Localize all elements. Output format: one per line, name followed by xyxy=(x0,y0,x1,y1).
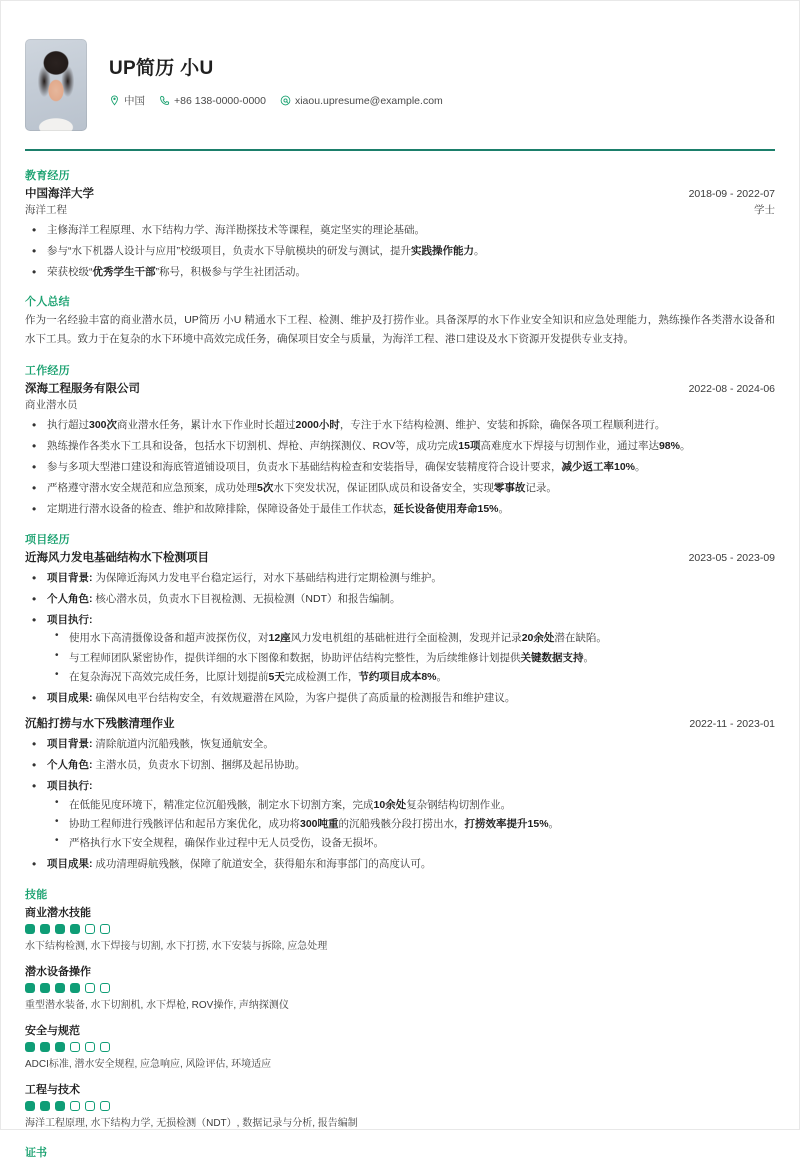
list-item xyxy=(25,222,775,239)
skill-dot-filled xyxy=(40,924,50,934)
body-text: 协助工程师进行残骸评估和起吊方案优化，成功将 xyxy=(69,818,300,831)
bullet-label: 个人角色: xyxy=(47,592,96,605)
skill-name: 潜水设备操作 xyxy=(25,965,91,978)
section-title-education: 教育经历 xyxy=(25,169,70,182)
body-text: 。 xyxy=(583,651,594,664)
skill-dot-empty xyxy=(85,1042,95,1052)
body-text: 确保风电平台结构安全，有效规避潜在风险，为客户提供了高质量的检测报告和维护建议。 xyxy=(95,691,516,704)
body-text: 严格执行水下安全规程，确保作业过程中无人员受伤，设备无损坏。 xyxy=(69,837,384,850)
project-title: 沉船打捞与水下残骸清理作业 xyxy=(25,718,175,731)
body-text: 主潜水员，负责水下切割、捆绑及起吊协助。 xyxy=(95,759,306,772)
work-role: 商业潜水员 xyxy=(25,398,78,411)
phone-icon xyxy=(159,95,170,106)
list-item xyxy=(25,736,775,753)
body-text: 在低能见度环境下，精准定位沉船残骸，制定水下切割方案，完成 xyxy=(69,798,374,811)
skill-dot-filled xyxy=(55,983,65,993)
list-item xyxy=(25,856,775,873)
body-text: 。 xyxy=(679,439,691,452)
body-text: 。 xyxy=(436,670,448,683)
body-text: 。 xyxy=(548,818,560,831)
bullet-label: 项目成果: xyxy=(47,691,96,704)
emphasis-text: 减少返工率10% xyxy=(561,460,636,473)
body-text: 为保障近海风力发电平台稳定运行，对水下基础结构进行定期检测与维护。 xyxy=(95,571,442,584)
page-title: UP简历 小U xyxy=(109,58,214,79)
list-item xyxy=(25,591,775,608)
section-projects xyxy=(25,531,775,873)
skill-dot-filled xyxy=(55,924,65,934)
emphasis-text: 关键数据支持 xyxy=(520,651,584,664)
list-item xyxy=(47,835,775,851)
section-title-work: 工作经历 xyxy=(25,364,70,377)
list-item xyxy=(25,612,775,685)
education-major: 海洋工程 xyxy=(25,203,67,216)
skill-items: 重型潜水装备, 水下切割机, 水下焊枪, ROV操作, 声纳探测仪 xyxy=(25,999,289,1011)
project-bullets xyxy=(25,736,775,873)
body-text: 复杂钢结构切割作业。 xyxy=(406,798,512,811)
body-text: ，专注于水下结构检测、维护、安装和拆除，确保各项工程顺利进行。 xyxy=(339,418,666,431)
body-text: 水下突发状况，保证团队成员和设备安全，实现 xyxy=(273,481,494,494)
education-school: 中国海洋大学 xyxy=(25,187,94,200)
contact-location-value: 中国 xyxy=(124,95,145,107)
project-date: 2023-05 - 2023-09 xyxy=(688,551,775,564)
avatar xyxy=(25,39,87,131)
contact-email-value: xiaou.upresume@example.com xyxy=(294,94,443,107)
project-entry xyxy=(25,549,775,707)
body-text: 成功清理碍航残骸，保障了航道安全，获得船东和海事部门的高度认可。 xyxy=(95,858,432,871)
body-text: 清除航道内沉船残骸，恢复通航安全。 xyxy=(95,738,274,751)
skill-dot-empty xyxy=(85,924,95,934)
body-text: 定期进行潜水设备的检查、维护和故障排除，保障设备处于最佳工作状态， xyxy=(47,502,394,515)
header-divider xyxy=(25,149,775,151)
education-date: 2018-09 - 2022-07 xyxy=(688,187,775,200)
education-degree: 学士 xyxy=(754,203,775,216)
emphasis-text: 2000小时 xyxy=(295,418,340,431)
skill-level-meter xyxy=(25,1042,775,1052)
section-title-certificates: 证书 xyxy=(25,1146,47,1159)
skill-dot-empty xyxy=(85,1101,95,1111)
skill-level-meter xyxy=(25,983,775,993)
list-item xyxy=(25,459,775,476)
project-bullets xyxy=(25,570,775,707)
work-company: 深海工程服务有限公司 xyxy=(25,382,140,395)
skill-dot-filled xyxy=(40,1101,50,1111)
project-sub-bullets xyxy=(47,797,775,852)
contact-phone xyxy=(159,95,266,107)
body-text: 潜在缺陷。 xyxy=(554,632,607,645)
emphasis-text: 实践操作能力 xyxy=(411,244,474,257)
emphasis-text: 5天 xyxy=(268,670,285,683)
bullet-label: 项目背景: xyxy=(47,738,96,751)
skill-dot-filled xyxy=(25,1101,35,1111)
section-education xyxy=(25,167,775,281)
skill-dot-filled xyxy=(55,1042,65,1052)
body-text: 参与多项大型港口建设和海底管道铺设项目，负责水下基础结构检查和安装指导，确保安装精度符合设计要求， xyxy=(47,460,562,473)
body-text: 记录。 xyxy=(525,481,557,494)
skill-dot-empty xyxy=(85,983,95,993)
education-bullets xyxy=(25,222,775,281)
bullet-label: 项目背景: xyxy=(47,571,96,584)
list-item xyxy=(25,243,775,260)
body-text: 严格遵守潜水安全规范和应急预案，成功处理 xyxy=(47,481,257,494)
body-text: 熟练操作各类水下工具和设备，包括水下切割机、焊枪、声纳探测仪、ROV等，成功完成 xyxy=(47,439,459,452)
bullet-label: 项目执行: xyxy=(47,613,93,626)
emphasis-text: 10余处 xyxy=(373,798,407,811)
contact-location xyxy=(109,93,145,108)
list-item xyxy=(47,816,775,832)
skill-entry xyxy=(25,1022,775,1072)
skill-name: 商业潜水技能 xyxy=(25,906,91,919)
work-date: 2022-08 - 2024-06 xyxy=(688,382,775,395)
body-text: 主修海洋工程原理、水下结构力学、海洋勘探技术等课程，奠定坚实的理论基础。 xyxy=(47,223,425,236)
skill-dot-filled xyxy=(25,983,35,993)
body-text: 核心潜水员，负责水下目视检测、无损检测（NDT）和报告编制。 xyxy=(95,592,401,605)
body-text: 。 xyxy=(474,244,485,257)
list-item xyxy=(25,417,775,434)
skill-entry xyxy=(25,904,775,954)
contact-email xyxy=(280,95,443,107)
skill-name: 工程与技术 xyxy=(25,1083,80,1096)
project-date: 2022-11 - 2023-01 xyxy=(689,718,775,731)
list-item xyxy=(25,570,775,587)
list-item xyxy=(25,438,775,455)
emphasis-text: 20余处 xyxy=(521,632,555,645)
skill-entry xyxy=(25,963,775,1013)
skill-items: 海洋工程原理, 水下结构力学, 无损检测（NDT）, 数据记录与分析, 报告编制 xyxy=(25,1117,358,1129)
skill-dot-filled xyxy=(40,983,50,993)
list-item xyxy=(47,630,775,646)
emphasis-text: 节约项目成本8% xyxy=(358,670,437,683)
skill-dot-empty xyxy=(70,1101,80,1111)
emphasis-text: 300次 xyxy=(89,418,118,431)
body-text: ”称号，积极参与学生社团活动。 xyxy=(155,265,306,278)
emphasis-text: 零事故 xyxy=(493,481,526,494)
list-item xyxy=(25,757,775,774)
skill-name: 安全与规范 xyxy=(25,1024,80,1037)
body-text: 与工程师团队紧密协作，提供详细的水下图像和数据，协助评估结构完整性，为后续维修计划提供 xyxy=(69,651,521,664)
resume-header xyxy=(25,39,775,149)
emphasis-text: 12座 xyxy=(268,632,291,645)
list-item xyxy=(47,797,775,813)
section-summary xyxy=(25,293,775,348)
bullet-label: 项目成果: xyxy=(47,858,96,871)
body-text: 使用水下高清摄像设备和超声波探伤仪，对 xyxy=(69,632,269,645)
skill-entry xyxy=(25,1081,775,1131)
emphasis-text: 15项 xyxy=(458,439,481,452)
contact-list xyxy=(109,93,452,108)
section-title-projects: 项目经历 xyxy=(25,533,70,546)
contact-phone-value: +86 138-0000-0000 xyxy=(174,94,266,107)
skill-dot-empty xyxy=(70,1042,80,1052)
emphasis-text: 300吨重 xyxy=(300,818,339,831)
body-text: 的沉船残骸分段打捞出水， xyxy=(338,818,465,831)
project-entry xyxy=(25,715,775,873)
skill-dot-filled xyxy=(40,1042,50,1052)
body-text: 商业潜水任务，累计水下作业时长超过 xyxy=(117,418,296,431)
project-title: 近海风力发电基础结构水下检测项目 xyxy=(25,551,209,564)
skill-dot-filled xyxy=(25,1042,35,1052)
skill-dot-empty xyxy=(100,983,110,993)
body-text: 荣获校级“ xyxy=(47,265,93,278)
emphasis-text: 5次 xyxy=(257,481,274,494)
skill-dot-empty xyxy=(100,924,110,934)
skill-items: ADCI标准, 潜水安全规程, 应急响应, 风险评估, 环境适应 xyxy=(25,1058,272,1070)
list-item xyxy=(25,501,775,518)
section-skills xyxy=(25,886,775,1131)
body-text: 在复杂海况下高效完成任务，比原计划提前 xyxy=(69,670,269,683)
summary-text: 作为一名经验丰富的商业潜水员，UP简历 小U 精通水下工程、检测、维护及打捞作业。具备深厚的水下作业安全知识和应急处理能力，熟练操作各类潜水设备和水下工具。致力于在复杂的水下环境中高效完成任务，确保项目安全与质量，为海洋工程、港口建设及水下资源开发提供专业支持。 xyxy=(25,314,775,345)
body-text: 完成检测工作， xyxy=(284,670,359,683)
skill-dot-filled xyxy=(25,924,35,934)
emphasis-text: 打捞效率提升15% xyxy=(464,818,549,831)
body-text: 执行超过 xyxy=(47,418,89,431)
body-text: 高难度水下焊接与切割作业，通过率达 xyxy=(480,439,659,452)
skill-items: 水下结构检测, 水下焊接与切割, 水下打捞, 水下安装与拆除, 应急处理 xyxy=(25,940,328,952)
body-text: 风力发电机组的基础桩进行全面检测，发现并记录 xyxy=(290,632,522,645)
list-item xyxy=(47,650,775,666)
skill-dot-filled xyxy=(70,983,80,993)
project-sub-bullets xyxy=(47,630,775,685)
skill-dot-filled xyxy=(55,1101,65,1111)
email-at-icon xyxy=(280,95,291,106)
list-item xyxy=(25,264,775,281)
work-bullets xyxy=(25,417,775,518)
body-text: 参与“水下机器人设计与应用”校级项目，负责水下导航模块的研发与测试，提升 xyxy=(47,244,411,257)
body-text: 。 xyxy=(635,460,646,473)
list-item xyxy=(25,480,775,497)
bullet-label: 个人角色: xyxy=(47,759,96,772)
section-title-skills: 技能 xyxy=(25,888,48,901)
skill-level-meter xyxy=(25,1101,775,1111)
section-work xyxy=(25,362,775,518)
section-title-summary: 个人总结 xyxy=(25,296,70,309)
list-item xyxy=(25,778,775,851)
skill-level-meter xyxy=(25,924,775,934)
skill-dot-empty xyxy=(100,1101,110,1111)
body-text: 。 xyxy=(498,502,510,515)
emphasis-text: 优秀学生干部 xyxy=(92,265,156,278)
emphasis-text: 98% xyxy=(658,439,680,452)
bullet-label: 项目执行: xyxy=(47,780,93,793)
list-item xyxy=(25,690,775,707)
location-pin-icon xyxy=(109,95,120,106)
skill-dot-empty xyxy=(100,1042,110,1052)
list-item xyxy=(47,669,775,685)
emphasis-text: 延长设备使用寿命15% xyxy=(393,502,499,515)
skill-dot-filled xyxy=(70,924,80,934)
